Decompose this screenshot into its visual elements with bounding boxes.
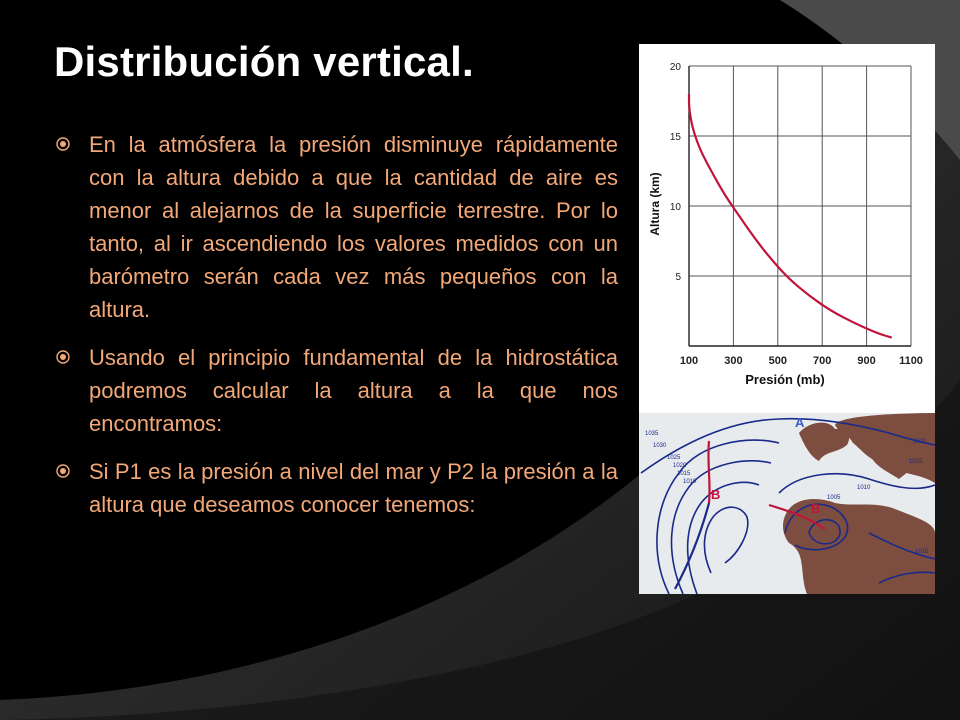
chart-tick-labels [670,62,923,367]
isobar-label: 1035 [645,431,659,437]
bullet-item-hydrostatics [50,341,618,440]
x-tick-label: 100 [679,355,699,367]
pressure-altitude-curve [689,94,892,338]
low-pressure-marker: B [711,487,721,502]
isobar-label: 1010 [683,479,697,485]
x-axis-label: Presión (mb) [745,372,825,387]
pressure-altitude-chart [639,44,935,416]
isobar-label: 1005 [827,495,841,501]
circled-dot-icon [56,137,70,151]
chart-svg [639,44,935,416]
weather-map [639,413,935,594]
x-tick-label: 300 [724,355,743,367]
low-pressure-marker: B [811,501,821,516]
bullet-text: Usando el principio fundamental de la hidrostática podremos calcular la altura a la que nos encontramos: [89,345,618,436]
isobar-label: 1010 [857,485,871,491]
bullet-item-pressure-decrease [50,128,618,326]
x-tick-label: 700 [813,355,832,367]
isobar-label: 1015 [915,549,929,555]
chart-grid [689,66,911,346]
weather-map-image [639,413,935,594]
y-tick-label: 15 [669,132,681,143]
y-tick-label: 20 [669,62,681,73]
x-tick-label: 900 [857,355,876,367]
isobar-label: 1025 [667,455,681,461]
isobar-label: 1015 [677,471,691,477]
bullet-text: Si P1 es la presión a nivel del mar y P2 la presión a la altura que deseamos conocer tenemos: [89,459,618,517]
circled-dot-icon [56,350,70,364]
isobar-label: 1030 [653,443,667,449]
slide-title: Distribución vertical. [54,38,474,85]
isobar-label: 1015 [909,459,923,465]
y-tick-label: 10 [669,202,681,213]
x-tick-label: 1100 [899,355,923,367]
high-pressure-marker: A [795,415,805,430]
bullet-list [50,128,618,536]
y-axis-label: Altura (km) [648,172,662,236]
isobar-label: 1020 [673,463,687,469]
x-tick-label: 500 [768,355,787,367]
chart-series [689,94,892,338]
bullet-text: En la atmósfera la presión disminuye rápidamente con la altura debido a que la cantidad de aire es menor al alejarnos de la superficie terrestre. Por lo tanto, al ir ascendiendo los valores medidos con un barómetro serán cada vez más pequeños con la altura. [89,132,618,322]
isobar-label: 1020 [913,439,927,445]
y-tick-label: 5 [675,272,681,283]
circled-dot-icon [56,464,70,478]
bullet-item-p1-p2 [50,455,618,521]
